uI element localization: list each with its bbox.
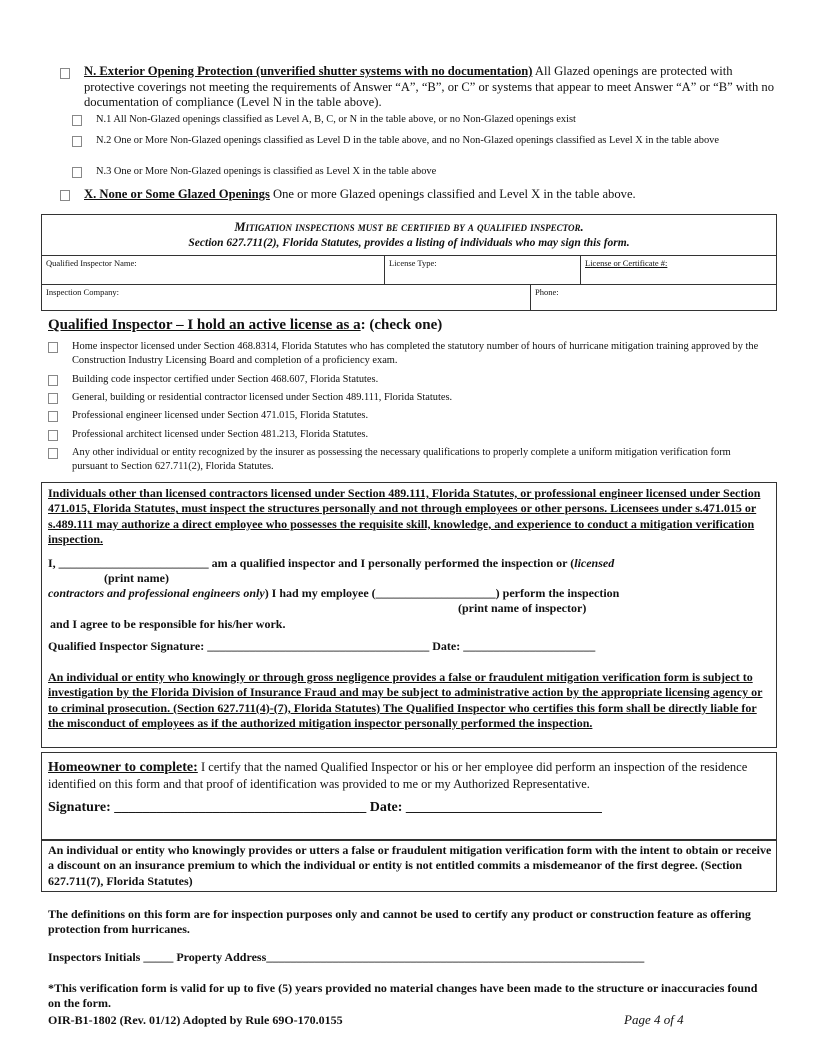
attestation-line-2-text: ) I had my employee (____________________) perform the inspection: [264, 586, 620, 600]
option-n-checkbox[interactable]: [60, 68, 70, 79]
option-n2-checkbox[interactable]: [72, 136, 82, 147]
option-n1-checkbox[interactable]: [72, 115, 82, 126]
inspector-info-box: [41, 214, 777, 311]
option-n1: N.1 All Non-Glazed openings classified as Level A, B, C, or N in the table above, or no Non-Glazed openings exist: [96, 114, 576, 125]
initials-address-line[interactable]: Inspectors Initials _____ Property Address_______________________________________________________________: [48, 950, 645, 964]
misdemeanor-notice: An individual or entity who knowingly provides or utters a false or fraudulent mitigation verification form with the intent to obtain or receive a discount on an insurance premium to which the individual or entity is not entitled commits a misdemeanor of the first degree. (Section 627.711(7), Florida Statutes): [48, 843, 772, 888]
homeowner-heading: Homeowner to complete:: [48, 760, 198, 775]
option-n-title: N. Exterior Opening Protection (unverified shutter systems with no documentation): [84, 64, 533, 78]
homeowner-text: I certify that the named Qualified Inspector or his or her employee did perform an inspection of the residence identified on this form and that proof of identification was provided to me or my Authorized Representative.: [48, 760, 748, 791]
license-option-architect: Professional architect licensed under Section 481.213, Florida Statutes.: [72, 429, 369, 440]
license-option-checkbox[interactable]: [48, 342, 58, 353]
license-heading-main: Qualified Inspector – I hold an active license as a: [48, 317, 361, 333]
license-option-engineer: Professional engineer licensed under Section 471.015, Florida Statutes.: [72, 410, 369, 421]
option-n-text: All Glazed openings are protected with protective coverings not meeting the requirements of Answer “A”, “B”, or C” or systems that appear to meet Answer “A” or “B” with no documentation of compliance (Level N in the table above).: [84, 64, 774, 109]
definitions-note: The definitions on this form are for inspection purposes only and cannot be used to certify any product or construction feature as offering protection from hurricanes.: [48, 907, 751, 937]
employee-notice: Individuals other than licensed contractors licensed under Section 489.111, Florida Statutes, or professional engineer licensed under Section 471.015, Florida Statutes, must inspect the structures personally and not through employees or other persons. Licensees under s.471.015 or s.489.111 may authorize a direct employee who possesses the requisite skill, knowledge, and experience to conduct a mitigation verification inspection.: [48, 486, 761, 546]
attestation-box: [41, 482, 777, 748]
inspector-name-label: Qualified Inspector Name:: [46, 258, 137, 268]
attestation-line-3: and I agree to be responsible for his/her work.: [50, 617, 286, 631]
attestation-line-2: [48, 586, 770, 601]
form-id: OIR-B1-1802 (Rev. 01/12) Adopted by Rule 69O-170.0155: [48, 1013, 343, 1027]
option-n2: N.2 One or More Non-Glazed openings classified as Level D in the table above, and no Non-Glazed openings classified as Level X in the table above: [96, 135, 719, 146]
attestation-line-1-text: I, _________________________ am a qualified inspector and I personally performed the inspection or (: [48, 556, 575, 570]
option-n3: N.3 One or More Non-Glazed openings is classified as Level X in the table above: [96, 166, 437, 177]
print-inspector-caption: (print name of inspector): [458, 601, 587, 615]
option-x-title: X. None or Some Glazed Openings: [84, 187, 270, 201]
license-number-field[interactable]: [580, 255, 776, 284]
page-number: Page 4 of 4: [624, 1012, 684, 1027]
option-x-checkbox[interactable]: [60, 190, 70, 201]
option-n: [84, 64, 778, 111]
homeowner-certification: [48, 759, 770, 792]
license-option-building-code: Building code inspector certified under Section 468.607, Florida Statutes.: [72, 374, 379, 385]
license-option-checkbox[interactable]: [48, 448, 58, 459]
phone-field[interactable]: [530, 284, 776, 310]
attestation-line-2-italic: contractors and professional engineers only: [48, 586, 265, 600]
phone-label: Phone:: [535, 287, 559, 297]
inspector-name-field[interactable]: [42, 255, 384, 284]
option-x-text: One or more Glazed openings classified and Level X in the table above.: [269, 187, 636, 201]
inspection-company-field[interactable]: [42, 284, 530, 310]
license-option-checkbox[interactable]: [48, 375, 58, 386]
homeowner-signature-line[interactable]: Signature: ____________________________________ Date: ____________________________: [48, 800, 602, 815]
license-type-field[interactable]: [384, 255, 580, 284]
license-option-checkbox[interactable]: [48, 393, 58, 404]
inspector-signature-line[interactable]: Qualified Inspector Signature: _____________________________________ Date: ______________________: [48, 639, 596, 653]
print-name-caption: (print name): [104, 571, 169, 585]
license-option-contractor: General, building or residential contractor licensed under Section 489.111, Florida Statutes.: [72, 392, 453, 403]
license-number-label: License or Certificate #:: [585, 258, 668, 268]
fraud-warning: An individual or entity who knowingly or through gross negligence provides a false or fraudulent mitigation verification form is subject to investigation by the Florida Division of Insurance Fraud and may be subject to administrative action by the appropriate licensing agency or to criminal prosecution. (Section 627.711(4)-(7), Florida Statutes) The Qualified Inspector who certifies this form shall be directly liable for the misconduct of employees as if the authorized mitigation inspector personally performed the inspection.: [48, 670, 763, 730]
certification-heading: Mitigation inspections must be certified by a qualified inspector.: [234, 220, 584, 234]
certification-subheading: Section 627.711(2), Florida Statutes, provides a listing of individuals who may sign this form.: [188, 237, 630, 249]
license-option-other: Any other individual or entity recognized by the insurer as possessing the necessary qualifications to properly complete a uniform mitigation verification form pursuant to Section 627.711(2), Florida Statutes.: [72, 447, 731, 472]
license-heading: [48, 317, 442, 334]
validity-note: *This verification form is valid for up to five (5) years provided no material changes have been made to the structure or inaccuracies found on the form.: [48, 981, 758, 1011]
license-type-label: License Type:: [389, 258, 437, 268]
license-option-checkbox[interactable]: [48, 411, 58, 422]
attestation-line-1: [48, 556, 770, 571]
option-n3-checkbox[interactable]: [72, 167, 82, 178]
homeowner-box: [41, 752, 777, 840]
license-option-home-inspector: Home inspector licensed under Section 468.8314, Florida Statutes who has completed the statutory number of hours of hurricane mitigation training approved by the Construction Industry Licensing Board and completion of a proficiency exam.: [72, 341, 759, 366]
option-x: [84, 187, 778, 203]
license-option-checkbox[interactable]: [48, 430, 58, 441]
misdemeanor-box: [41, 840, 777, 892]
inspection-company-label: Inspection Company:: [46, 287, 119, 297]
attestation-line-1-italic: licensed: [574, 556, 615, 570]
license-heading-rest: : (check one): [360, 317, 443, 333]
